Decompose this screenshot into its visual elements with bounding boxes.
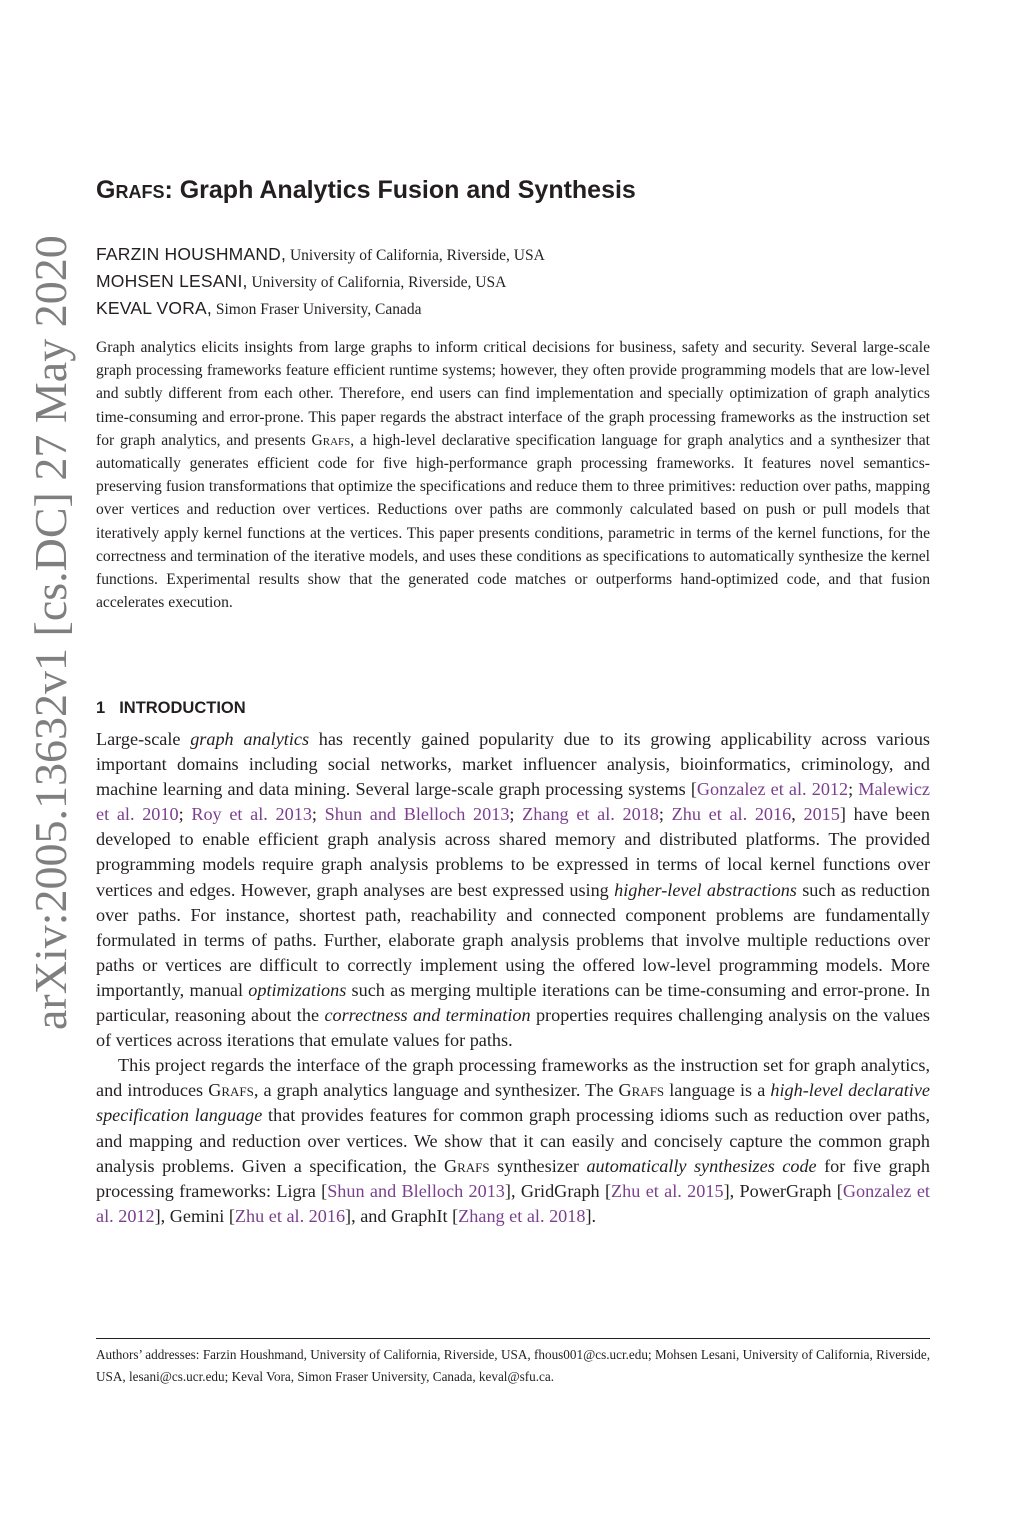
section-number: 1: [96, 699, 106, 717]
text-run: synthesizer: [489, 1155, 587, 1176]
intro-paragraph-2: [96, 1053, 930, 1229]
text-run: ;: [848, 779, 859, 800]
abstract-text: Graph analytics elicits insights from large graphs to inform critical decisions for business, safety and security. Several large-scale graph processing frameworks feature efficient runtime systems; however, they often provide programming models that are low-level and subtly different from each other. Therefore, end users can find implementation and specially optimization of graph analytics time-consuming and error-prone. This paper regards the abstract interface of the graph processing frameworks as the instruction set for graph analytics, and presents: [96, 339, 930, 449]
author-affiliation: University of California, Riverside, USA: [247, 274, 507, 291]
citation-link[interactable]: Shun and Blelloch 2013: [324, 804, 510, 825]
text-run: Large-scale: [96, 729, 191, 749]
system-name: Grafs: [618, 1080, 665, 1101]
text-run: language is a: [664, 1080, 771, 1101]
text-run: that provides features for common graph processing idioms such as reduction over paths, and mapping and reduction over vertices. We show that it can easily and concisely capture the common graph analysis problems. Given a specification, the: [96, 1105, 930, 1176]
text-run: ] have been developed to enable efficient graph analysis across shared memory and distributed platforms. The provided programming models require graph analysis problems to be expressed in terms of local kernel functions over vertices and edges. However, graph analyses are best expressed using: [96, 804, 930, 900]
emphasis: high-level declarative specification language: [96, 1080, 930, 1126]
text-run: , a graph analytics language and synthesizer. The: [253, 1080, 619, 1101]
title-system-name: Grafs: [96, 176, 165, 204]
text-run: ;: [311, 804, 325, 825]
author-name: MOHSEN LESANI,: [96, 271, 248, 291]
text-run: for five graph processing frameworks: Ligra [: [96, 1155, 930, 1201]
emphasis: graph analytics: [190, 729, 310, 749]
section-title: INTRODUCTION: [119, 699, 246, 717]
text-run: ], Gemini [: [154, 1205, 235, 1226]
author-affiliation: Simon Fraser University, Canada: [212, 301, 422, 318]
author-entry: [96, 295, 936, 322]
text-run: ;: [509, 804, 523, 825]
abstract-system-name: Grafs: [311, 431, 351, 449]
system-name: Grafs: [208, 1080, 254, 1101]
text-run: ], and GraphIt [: [345, 1205, 459, 1226]
emphasis: higher-level abstractions: [614, 879, 797, 900]
emphasis: automatically synthesizes code: [586, 1155, 817, 1176]
citation-link[interactable]: Roy et al. 2013: [191, 804, 312, 825]
citation-link[interactable]: Gonzalez et al. 2012: [96, 1180, 930, 1226]
author-affiliation: University of California, Riverside, USA: [286, 247, 545, 264]
text-run: has recently gained popularity due to its growing applicability across various important domains including social networks, market influencer analysis, bioinformatics, criminology, and machine learning and data mining. Several large-scale graph processing systems [: [96, 729, 930, 800]
citation-link[interactable]: Gonzalez et al. 2012: [696, 779, 849, 800]
emphasis: optimizations: [248, 979, 347, 1000]
text-run: ].: [585, 1205, 597, 1226]
section-heading-introduction: [96, 696, 930, 720]
emphasis: correctness and termination: [324, 1005, 531, 1026]
citation-link[interactable]: Zhu et al. 2016: [671, 804, 792, 825]
text-run: properties requires challenging analysis on the values of vertices across iterations that emulate values for paths.: [96, 1005, 930, 1051]
paper-title: [96, 172, 936, 208]
footnote-divider: [96, 1338, 930, 1339]
text-run: ], PowerGraph [: [723, 1180, 843, 1201]
system-name: Grafs: [443, 1155, 490, 1176]
citation-link[interactable]: Zhang et al. 2018: [522, 804, 659, 825]
citation-link[interactable]: Zhang et al. 2018: [458, 1205, 586, 1226]
text-run: such as reduction over paths. For instance, shortest path, reachability and connected component problems are fundamentally formulated in terms of paths. Further, elaborate graph analysis problems that involve multiple reductions over paths or vertices are difficult to correctly implement using the offered low-level programming models. More importantly, manual: [96, 879, 931, 1000]
author-name: KEVAL VORA,: [96, 298, 212, 318]
author-entry: [96, 241, 936, 268]
text-run: ], GridGraph [: [504, 1180, 612, 1201]
intro-paragraph-1: [96, 727, 930, 1053]
citation-link[interactable]: Malewicz et al. 2010: [96, 779, 930, 825]
citation-link[interactable]: 2015: [803, 804, 840, 825]
text-run: ;: [658, 804, 672, 825]
text-run: This project regards the interface of the graph processing frameworks as the instruction set for graph analytics, and introduces: [96, 1055, 930, 1101]
abstract-text: , a high-level declarative specification language for graph analytics and a synthesizer that automatically generates efficient code for five high-performance graph processing frameworks. It features novel semantics-preserving fusion transformations that optimize the specifications and reduce them to three primitives: reduction over paths, mapping over vertices and reduction over vertices. Reductions over paths are commonly calculated based on push or pull models that iteratively apply kernel functions at the vertices. This paper presents conditions, parametric in terms of the kernel functions, for the correctness and termination of the iterative models, and uses these conditions as specifications to automatically synthesize the kernel functions. Experimental results show that the generated code matches or outperforms hand-optimized code, and that fusion accelerates execution.: [96, 431, 930, 612]
author-entry: [96, 268, 936, 295]
arxiv-identifier-stamp: arXiv:2005.13632v1 [cs.DC] 27 May 2020: [25, 235, 76, 1030]
citation-link[interactable]: Shun and Blelloch 2013: [327, 1180, 505, 1201]
text-run: ;: [178, 804, 192, 825]
citation-link[interactable]: Zhu et al. 2016: [234, 1205, 346, 1226]
author-list: [96, 241, 936, 322]
text-run: ,: [791, 804, 804, 825]
abstract: [96, 336, 930, 614]
citation-link[interactable]: Zhu et al. 2015: [611, 1180, 724, 1201]
title-rest: : Graph Analytics Fusion and Synthesis: [164, 176, 636, 204]
authors-addresses-footnote: Authors’ addresses: Farzin Houshmand, University of California, Riverside, USA, fhous001@cs.ucr.edu; Mohsen Lesani, University of California, Riverside, USA, lesani@cs.ucr.edu; Keval Vora, Simon Fraser University, Canada, keval@sfu.ca.: [96, 1347, 930, 1384]
author-name: FARZIN HOUSHMAND,: [96, 244, 287, 264]
text-run: such as merging multiple iterations can be time-consuming and error-prone. In particular, reasoning about the: [96, 979, 930, 1026]
introduction-body: [96, 727, 930, 1229]
